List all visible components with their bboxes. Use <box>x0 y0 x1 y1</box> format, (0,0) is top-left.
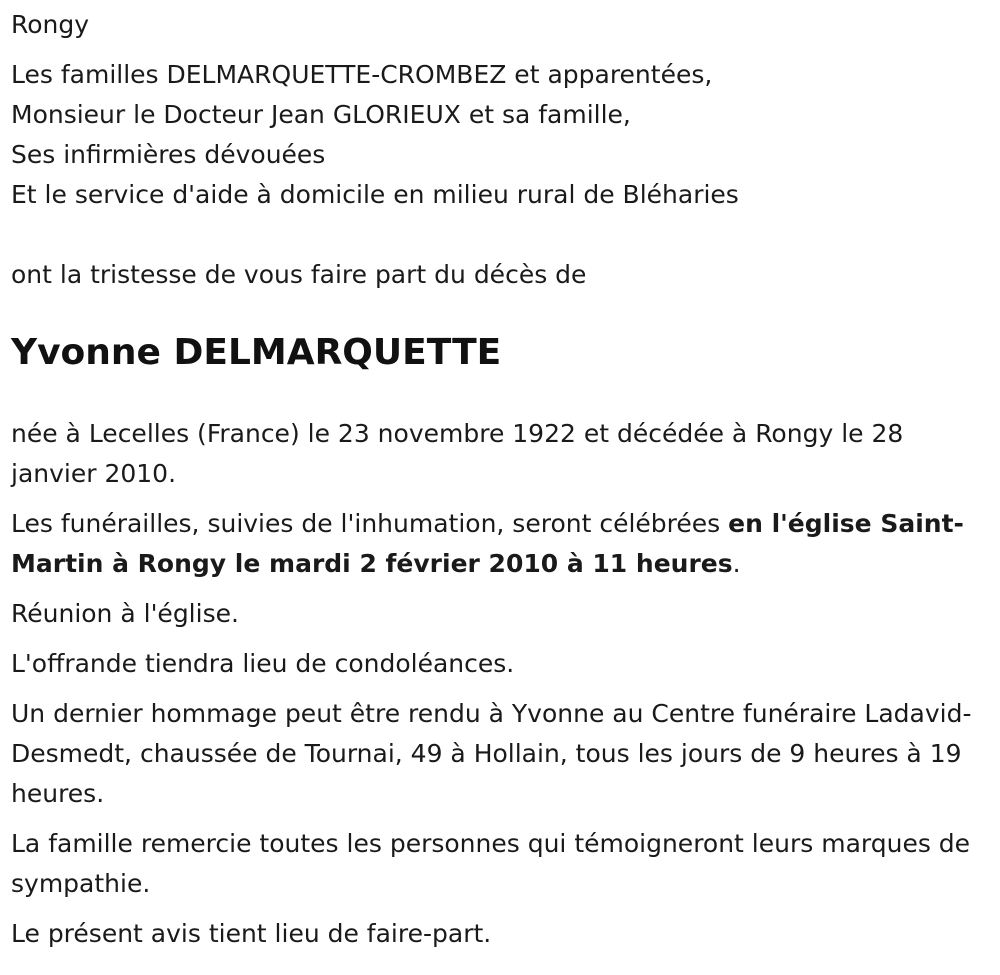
intro-text: ont la tristesse de vous faire part du décès de <box>11 260 587 289</box>
funeral-details: en l'église Saint-Martin à Rongy le mardi 2 février 2010 à 11 heures <box>11 509 964 578</box>
gathering-text: Réunion à l'église. <box>11 599 239 628</box>
location-line: Rongy <box>11 10 90 39</box>
funeral-text <box>11 504 989 584</box>
thanks-text: La famille remercie toutes les personnes qui témoigneront leurs marques de sympathie. <box>11 829 971 898</box>
deceased-name: Yvonne DELMARQUETTE <box>11 332 502 373</box>
announcer-line: Ses infirmières dévouées <box>11 140 326 169</box>
announcer-line: Et le service d'aide à domicile en milieu rural de Bléharies <box>11 180 739 209</box>
funeral-suffix: . <box>732 549 741 578</box>
tribute-text: Un dernier hommage peut être rendu à Yvonne au Centre funéraire Ladavid-Desmedt, chaussée de Tournai, 49 à Hollain, tous les jours de 9 heures à 19 heures. <box>11 699 972 808</box>
announcers-block <box>11 55 989 215</box>
birth-death-text: née à Lecelles (France) le 23 novembre 1922 et décédée à Rongy le 28 janvier 2010. <box>11 419 904 488</box>
offering-text: L'offrande tiendra lieu de condoléances. <box>11 649 515 678</box>
announcer-line: Les familles DELMARQUETTE-CROMBEZ et apparentées, <box>11 60 713 89</box>
announcer-line: Monsieur le Docteur Jean GLORIEUX et sa famille, <box>11 100 631 129</box>
closing-text: Le présent avis tient lieu de faire-part. <box>11 919 492 948</box>
funeral-prefix: Les funérailles, suivies de l'inhumation, seront célébrées <box>11 509 729 538</box>
